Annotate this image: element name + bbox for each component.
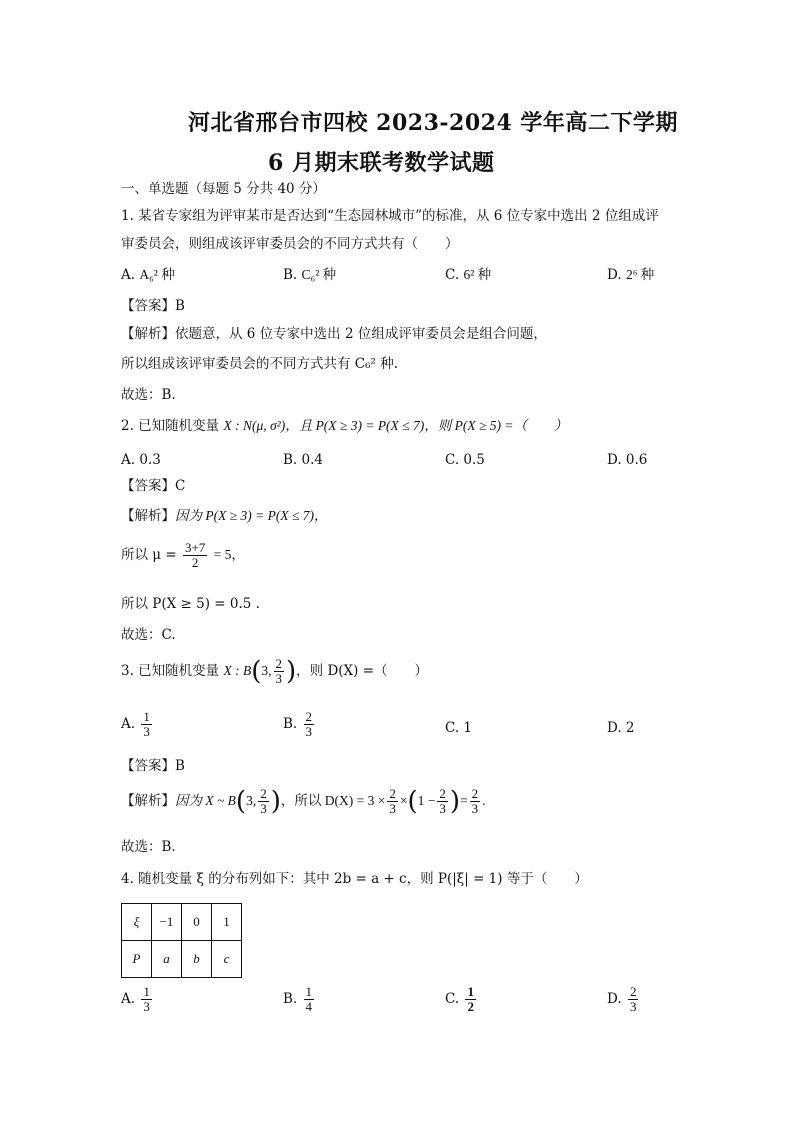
q3-option-a: A. $\frac{1}{3}$ (121, 709, 150, 739)
q3-conclusion: 故选：B. (121, 839, 176, 855)
page-title-line1: 河北省邢台市四校 2023-2024 学年高二下学期 (188, 110, 678, 136)
page-title-line2: 6 月期末联考数学试题 (268, 150, 495, 176)
q3-stem: 3. 已知随机变量 X : B(3, $\frac{2}{3}$ )，则 D(X) =（ ） (121, 656, 429, 687)
q2-analysis-line1: 【解析】因为 P(X ≥ 3) = P(X ≤ 7)， (121, 508, 328, 524)
q3-option-c: C. 1 (445, 720, 473, 736)
q2-mu-denominator: 2 (191, 555, 199, 570)
q2-analysis-line3: 所以 P(X ≥ 5) = 0.5 . (121, 596, 260, 612)
q1-analysis-line1: 【解析】依题意，从 6 位专家中选出 2 位组成评审委员会是组合问题， (121, 326, 547, 342)
q1-answer: 【答案】B (121, 298, 185, 314)
q4-option-a: A. $\frac{1}{3}$ (121, 984, 150, 1014)
table-cell: 0 (182, 904, 212, 941)
q2-option-c: C. 0.5 (445, 452, 485, 468)
table-cell: −1 (152, 904, 182, 941)
q1-option-c: C. 6² 种 (445, 267, 492, 283)
table-cell: a (152, 941, 182, 978)
q1-stem-line2: 审委员会，则组成该评审委员会的不同方式共有（ ） (121, 236, 459, 252)
table-row (122, 941, 242, 978)
distribution-table (121, 903, 242, 978)
q2-option-d: D. 0.6 (607, 452, 648, 468)
section-heading: 一、单选题（每题 5 分共 40 分） (121, 181, 326, 197)
q2-option-a: A. 0.3 (121, 452, 161, 468)
table-cell: 1 (212, 904, 242, 941)
table-cell: P (122, 941, 152, 978)
q1-stem-line1: 1. 某省专家组为评审某市是否达到“生态园林城市”的标准，从 6 位专家中选出 2 位组成评 (121, 208, 659, 224)
q4-option-d: D. $\frac{2}{3}$ (607, 984, 637, 1014)
q4-option-c: C. $\frac{1}{2}$ (445, 984, 474, 1014)
table-cell: ξ (122, 904, 152, 941)
q2-option-b: B. 0.4 (283, 452, 323, 468)
q3-analysis: 【解析】因为 X ~ B(3, $\frac{2}{3}$ )，所以 D(X) = 3 × $\frac{2}{3}$ ×(1 − $\frac{2}{3}$ )= $\frac{2}{3}$ . (121, 786, 486, 817)
q1-analysis-line2: 所以组成该评审委员会的不同方式共有 C₆² 种. (121, 356, 399, 372)
q3-option-b: B. $\frac{2}{3}$ (283, 709, 313, 739)
q2-mu-numerator: 3+7 (184, 540, 206, 555)
q1-option-a: A. A₆² 种 (121, 267, 175, 283)
q1-conclusion: 故选：B. (121, 387, 176, 403)
q4-stem: 4. 随机变量 ξ 的分布列如下：其中 2b = a + c，则 P(|ξ| = 1) 等于（ ） (121, 871, 588, 887)
table-cell: b (182, 941, 212, 978)
q1-option-b: B. C₆² 种 (283, 267, 337, 283)
table-cell: c (212, 941, 242, 978)
q1-option-d: D. 2⁶ 种 (607, 267, 655, 283)
q2-conclusion: 故选：C. (121, 627, 176, 643)
q2-analysis-line2: 所以 μ = $\frac{3+7}{2}$ = 5， (121, 540, 245, 570)
q3-option-d: D. 2 (607, 720, 635, 736)
q4-option-b: B. $\frac{1}{4}$ (283, 984, 313, 1014)
q3-answer: 【答案】B (121, 758, 185, 774)
q2-answer: 【答案】C (121, 478, 186, 494)
table-row (122, 904, 242, 941)
q2-stem: 2. 已知随机变量 X : N(μ, σ²)，且 P(X ≥ 3) = P(X ≤ 7)，则 P(X ≥ 5) =（ ） (121, 418, 568, 434)
